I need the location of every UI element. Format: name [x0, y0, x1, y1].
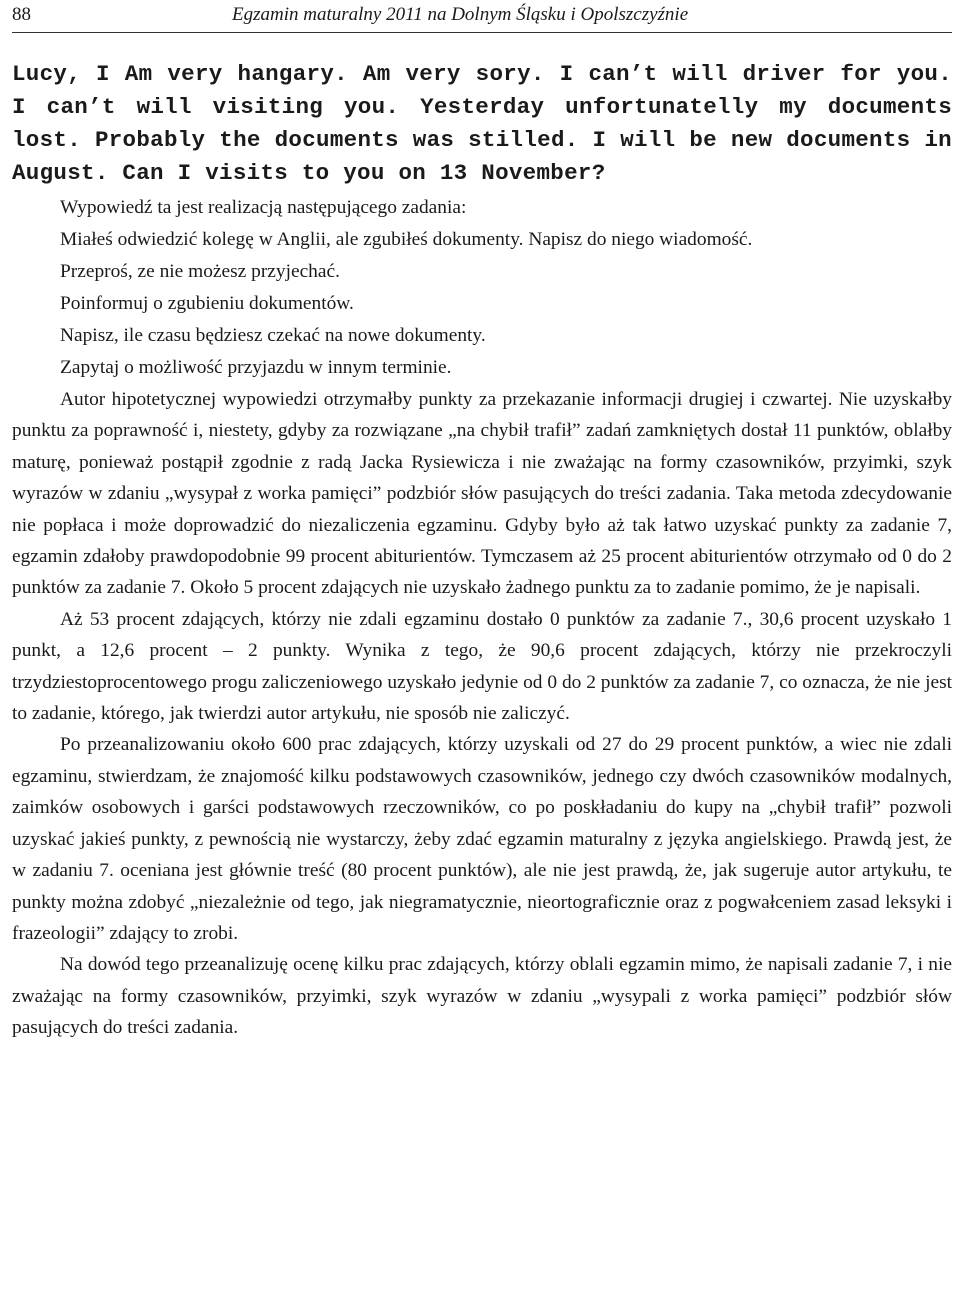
task-point-1: Przeproś, ze nie możesz przyjechać.: [60, 261, 340, 282]
page-number: 88: [12, 4, 31, 25]
paragraph-2: Aż 53 procent zdających, którzy nie zdali egzaminu dostało 0 punktów za zadanie 7., 30,6 procent uzyskało 1 punkt, a 12,6 procent – 2 punkty. Wynika z tego, że 90,6 procent zdających, którzy nie przekroczyli trzydziestoprocentowego progu zaliczeniowego uzyskało jedynie od 0 do 2 punktów za zadanie 7, co oznacza, że nie jest to zadanie, którego, jak twierdzi autor artykułu, nie sposób nie zaliczyć.: [12, 608, 952, 725]
paragraph-4: Na dowód tego przeanalizuję ocenę kilku prac zdających, którzy oblali egzamin mimo, że napisali zadanie 7, i nie zważając na formy czasowników, przyimki, szyk wyrazów w zdaniu „wysypali z worka pamięci” podzbiór słów pasujących do treści zadania.: [12, 954, 952, 1039]
task-point-4: Zapytaj o możliwość przyjazdu w innym terminie.: [60, 357, 452, 378]
document-page: [12, 0, 952, 1298]
running-title: Egzamin maturalny 2011 na Dolnym Śląsku i Opolszczyźnie: [232, 4, 689, 25]
task-description: [12, 192, 952, 384]
task-point-2: Poinformuj o zgubieniu dokumentów.: [60, 293, 354, 314]
paragraph-3: Po przeanalizowaniu około 600 prac zdających, którzy uzyskali od 27 do 29 procent punktów, a wiec nie zdali egzaminu, stwierdzam, że znajomość kilku podstawowych czasowników, jednego czy dwóch czasowników modalnych, zaimków osobowych i garści podstawowych rzeczowników, co po poskładaniu do kupy na „chybił trafił” pozwoli uzyskać jakieś punkty, z pewnością nie wystarczy, żeby zdać egzamin maturalny z języka angielskiego. Prawdą jest, że w zadaniu 7. oceniana jest głównie treść (80 procent punktów), ale nie jest prawdą, że, jak sugeruje autor artykułu, te punkty można zdobyć „niezależnie od tego, jak niegramatycznie, nieortograficznie oraz z pogwałceniem zasad leksyki i frazeologii” zdający to zrobi.: [12, 734, 952, 944]
article-body: [12, 384, 952, 1044]
example-student-text: Lucy, I Am very hangary. Am very sory. I can’t will driver for you. I can’t will visiting you. Yesterday unfortunatelly my documents lost. Probably the documents was stilled. I will be new documents in August. Can I visits to you on 13 November?: [12, 61, 952, 186]
paragraph-1: Autor hipotetycznej wypowiedzi otrzymałby punkty za przekazanie informacji drugiej i czwartej. Nie uzyskałby punktu za poprawność i, niestety, gdyby za rozwiązane „na chybił trafił” zadań zamkniętych dostał 11 punktów, oblałby maturę, ponieważ postąpił zgodnie z radą Jacka Rysiewicza i nie zważając na formy czasowników, przyimki, szyk wyrazów w zdaniu „wysypał z worka pamięci” podzbiór słów pasujących do treści zadania. Taka metoda zdecydowanie nie popłaca i może doprowadzić do niezaliczenia egzaminu. Gdyby było aż tak łatwo uzyskać punkty za zadanie 7, egzamin zdałoby prawdopodobnie 99 procent abiturientów. Tymczasem aż 25 procent abiturientów otrzymało od 0 do 2 punktów za zadanie 7. Około 5 procent zdających nie uzyskało żadnego punktu za to zadanie pomimo, że je napisali.: [12, 389, 952, 599]
task-intro: Wypowiedź ta jest realizacją następującego zadania:: [60, 197, 467, 218]
page-header: [12, 0, 952, 33]
task-instruction: Miałeś odwiedzić kolegę w Anglii, ale zgubiłeś dokumenty. Napisz do niego wiadomość.: [60, 229, 753, 250]
task-point-3: Napisz, ile czasu będziesz czekać na nowe dokumenty.: [60, 325, 486, 346]
